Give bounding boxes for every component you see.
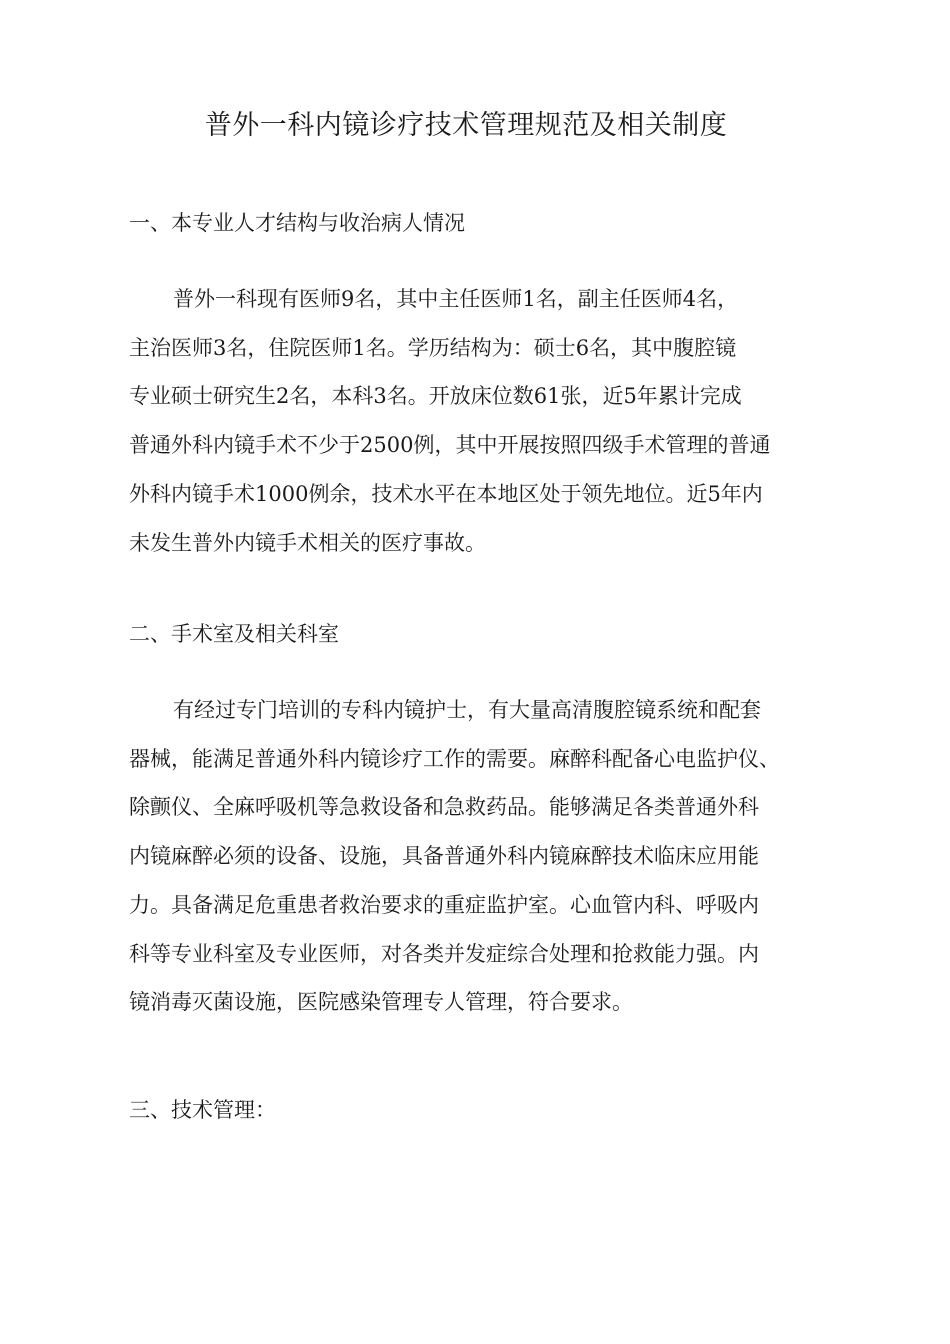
- paragraph-line: 内镜麻醉必须的设备、设施，具备普通外科内镜麻醉技术临床应用能: [129, 844, 759, 869]
- paragraph-line: 器械，能满足普通外科内镜诊疗工作的需要。麻醉科配备心电监护仪、: [129, 746, 780, 771]
- paragraph-line: 主治医师3名，住院医师1名。学历结构为：硕士6名，其中腹腔镜: [129, 335, 737, 360]
- paragraph-line: 镜消毒灭菌设施，医院感染管理专人管理，符合要求。: [129, 990, 633, 1015]
- paragraph-line: 力。具备满足危重患者救治要求的重症监护室。心血管内科、呼吸内: [129, 892, 759, 917]
- paragraph-line: 专业硕士研究生2名，本科3名。开放床位数61张，近5年累计完成: [129, 384, 742, 409]
- paragraph-line: 普外一科现有医师9名，其中主任医师1名，副主任医师4名，: [173, 287, 739, 311]
- section-1-paragraph: [129, 275, 819, 567]
- paragraph-line: 未发生普外内镜手术相关的医疗事故。: [129, 530, 486, 555]
- paragraph-line: 普通外科内镜手术不少于2500例，其中开展按照四级手术管理的普通: [129, 433, 771, 458]
- paragraph-line: 外科内镜手术1000例余，技术水平在本地区处于领先地位。近5年内: [129, 481, 763, 506]
- section-heading-2: 二、手术室及相关科室: [129, 622, 339, 646]
- paragraph-line: 科等专业科室及专业医师，对各类并发症综合处理和抢救能力强。内: [129, 941, 759, 966]
- section-heading-3: 三、技术管理：: [129, 1098, 276, 1122]
- paragraph-line: 有经过专门培训的专科内镜护士，有大量高清腹腔镜系统和配套: [173, 698, 761, 722]
- paragraph-line: 除颤仪、全麻呼吸机等急救设备和急救药品。能够满足各类普通外科: [129, 795, 759, 820]
- section-2-paragraph: [129, 686, 819, 1027]
- section-heading-1: 一、本专业人才结构与收治病人情况: [129, 211, 465, 235]
- document-title: 普外一科内镜诊疗技术管理规范及相关制度: [204, 110, 728, 141]
